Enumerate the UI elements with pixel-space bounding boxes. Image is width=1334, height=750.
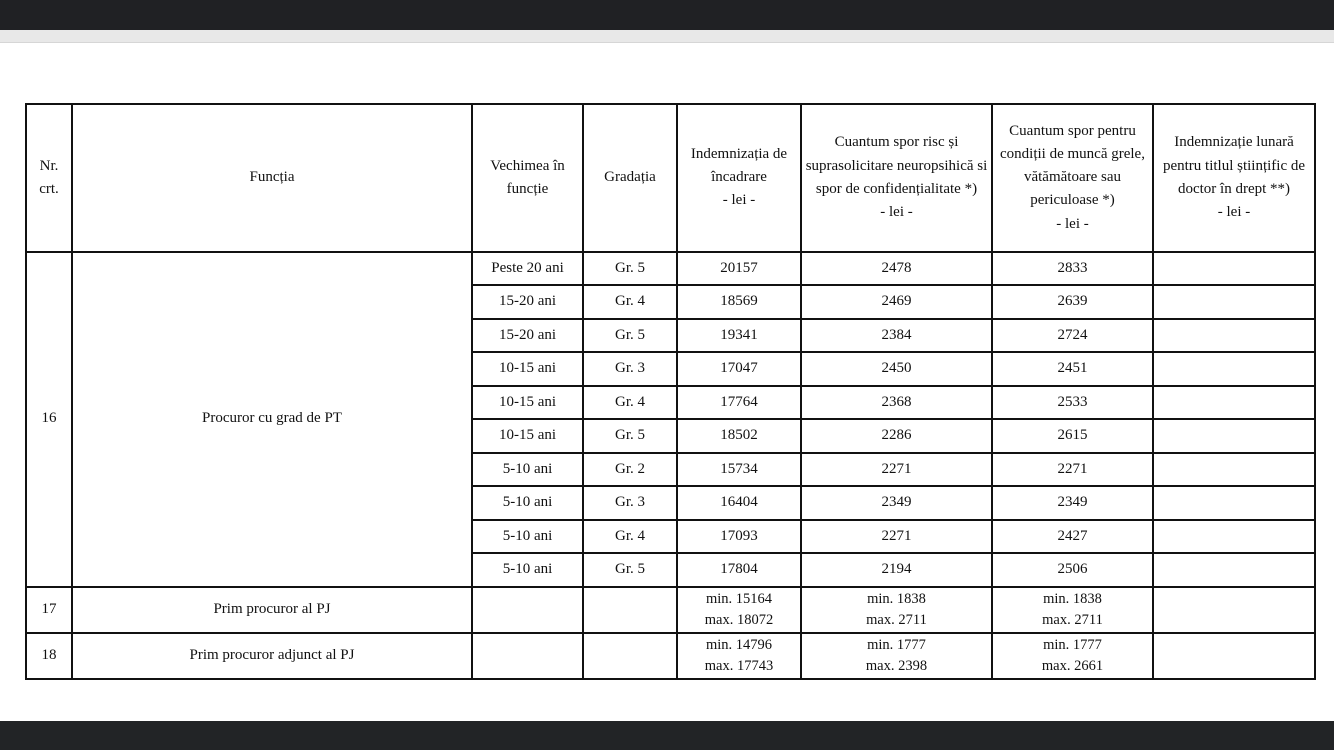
spor-risc-cell: 2368	[801, 386, 992, 420]
header-doctor	[1153, 104, 1315, 252]
salary-table	[25, 103, 1316, 680]
min-value: min. 1838	[867, 590, 926, 607]
min-value: min. 1777	[1043, 636, 1102, 653]
spor-conditii-cell: 2533	[992, 386, 1153, 420]
indemnizatia-cell: 16404	[677, 486, 801, 520]
vechime-cell: 5-10 ani	[472, 486, 583, 520]
doctor-cell	[1153, 419, 1315, 453]
header-indemnizatia-label: Indemnizația de încadrare	[690, 145, 788, 186]
min-value: min. 1838	[1043, 590, 1102, 607]
vechime-cell: Peste 20 ani	[472, 252, 583, 286]
indemnizatia-cell: 17764	[677, 386, 801, 420]
gradatia-cell: Gr. 4	[583, 285, 677, 319]
gradatia-cell: Gr. 2	[583, 453, 677, 487]
indemnizatia-cell: 17047	[677, 352, 801, 386]
header-spor-conditii	[992, 104, 1153, 252]
spor-risc-cell: 2349	[801, 486, 992, 520]
max-value: max. 17743	[704, 657, 774, 674]
nr-cell: 17	[26, 587, 72, 633]
doctor-cell	[1153, 386, 1315, 420]
header-vechime: Vechimea în funcție	[472, 104, 583, 252]
header-spor-conditii-unit: - lei -	[1056, 215, 1089, 232]
spor-risc-cell: 2450	[801, 352, 992, 386]
vechime-cell: 15-20 ani	[472, 319, 583, 353]
spor-conditii-cell: 2349	[992, 486, 1153, 520]
table-row	[26, 252, 1315, 286]
spor-conditii-cell: 2506	[992, 553, 1153, 587]
spor-risc-cell: 2384	[801, 319, 992, 353]
gradatia-cell: Gr. 3	[583, 486, 677, 520]
header-spor-conditii-label: Cuantum spor pentru condiții de muncă grele, vătămătoare sau periculoase *)	[1000, 122, 1145, 209]
doctor-cell	[1153, 486, 1315, 520]
vechime-cell: 10-15 ani	[472, 352, 583, 386]
max-value: max. 2661	[1041, 657, 1104, 674]
spor-risc-cell	[801, 587, 992, 633]
viewer-bottom-bar	[0, 721, 1334, 750]
doctor-cell	[1153, 285, 1315, 319]
header-spor-risc-label: Cuantum spor risc și suprasolicitare neuropsihică si spor de confidențialitate *)	[805, 134, 988, 197]
table-row-18	[26, 633, 1315, 679]
table-row-17	[26, 587, 1315, 633]
function-cell: Procuror cu grad de PT	[72, 252, 472, 587]
gradatia-cell: Gr. 5	[583, 419, 677, 453]
vechime-cell	[472, 633, 583, 679]
min-value: min. 14796	[705, 636, 773, 653]
indemnizatia-cell: 17804	[677, 553, 801, 587]
spor-conditii-cell: 2639	[992, 285, 1153, 319]
gradatia-cell: Gr. 5	[583, 319, 677, 353]
spor-conditii-cell: 2615	[992, 419, 1153, 453]
gradatia-cell: Gr. 4	[583, 520, 677, 554]
header-spor-risc	[801, 104, 992, 252]
indemnizatia-cell	[677, 587, 801, 633]
indemnizatia-cell	[677, 633, 801, 679]
vechime-cell: 5-10 ani	[472, 520, 583, 554]
spor-conditii-cell: 2271	[992, 453, 1153, 487]
spor-conditii-cell: 2724	[992, 319, 1153, 353]
vechime-cell: 5-10 ani	[472, 453, 583, 487]
gradatia-cell: Gr. 5	[583, 553, 677, 587]
gradatia-cell	[583, 633, 677, 679]
indemnizatia-cell: 15734	[677, 453, 801, 487]
spor-conditii-cell: 2833	[992, 252, 1153, 286]
nr-cell: 16	[26, 252, 72, 587]
indemnizatia-cell: 17093	[677, 520, 801, 554]
vechime-cell	[472, 587, 583, 633]
gradatia-cell: Gr. 5	[583, 252, 677, 286]
doctor-cell	[1153, 319, 1315, 353]
gradatia-cell: Gr. 4	[583, 386, 677, 420]
max-value: max. 2711	[866, 611, 927, 628]
header-doctor-unit: - lei -	[1217, 204, 1251, 221]
vechime-cell: 15-20 ani	[472, 285, 583, 319]
header-indemnizatia	[677, 104, 801, 252]
vechime-cell: 10-15 ani	[472, 419, 583, 453]
min-value: min. 1777	[867, 636, 926, 653]
doctor-cell	[1153, 453, 1315, 487]
spor-risc-cell: 2194	[801, 553, 992, 587]
doctor-cell	[1153, 553, 1315, 587]
spor-risc-cell: 2271	[801, 453, 992, 487]
doctor-cell	[1153, 352, 1315, 386]
indemnizatia-cell: 20157	[677, 252, 801, 286]
function-cell: Prim procuror al PJ	[72, 587, 472, 633]
viewer-toolbar-strip	[0, 30, 1334, 43]
indemnizatia-cell: 18502	[677, 419, 801, 453]
vechime-cell: 5-10 ani	[472, 553, 583, 587]
header-row	[26, 104, 1315, 252]
spor-conditii-cell: 2427	[992, 520, 1153, 554]
spor-risc-cell: 2271	[801, 520, 992, 554]
gradatia-cell: Gr. 3	[583, 352, 677, 386]
spor-conditii-cell: 2451	[992, 352, 1153, 386]
spor-risc-cell: 2469	[801, 285, 992, 319]
header-nr: Nr. crt.	[26, 104, 72, 252]
doctor-cell	[1153, 252, 1315, 286]
header-spor-risc-unit: - lei -	[880, 204, 913, 221]
spor-risc-cell: 2478	[801, 252, 992, 286]
min-value: min. 15164	[705, 590, 773, 607]
spor-risc-cell	[801, 633, 992, 679]
max-value: max. 18072	[704, 611, 774, 628]
spor-conditii-cell	[992, 587, 1153, 633]
spor-conditii-cell	[992, 633, 1153, 679]
spor-risc-cell: 2286	[801, 419, 992, 453]
viewer-top-bar	[0, 0, 1334, 30]
indemnizatia-cell: 19341	[677, 319, 801, 353]
doctor-cell	[1153, 520, 1315, 554]
function-cell: Prim procuror adjunct al PJ	[72, 633, 472, 679]
max-value: max. 2398	[865, 657, 928, 674]
indemnizatia-cell: 18569	[677, 285, 801, 319]
header-functia: Funcția	[72, 104, 472, 252]
doctor-cell	[1153, 633, 1315, 679]
header-doctor-label: Indemnizație lunară pentru titlul științific de doctor în drept **)	[1162, 134, 1306, 197]
gradatia-cell	[583, 587, 677, 633]
header-gradatia: Gradația	[583, 104, 677, 252]
nr-cell: 18	[26, 633, 72, 679]
header-indemnizatia-unit: - lei -	[722, 192, 756, 209]
max-value: max. 2711	[1042, 611, 1103, 628]
doctor-cell	[1153, 587, 1315, 633]
vechime-cell: 10-15 ani	[472, 386, 583, 420]
